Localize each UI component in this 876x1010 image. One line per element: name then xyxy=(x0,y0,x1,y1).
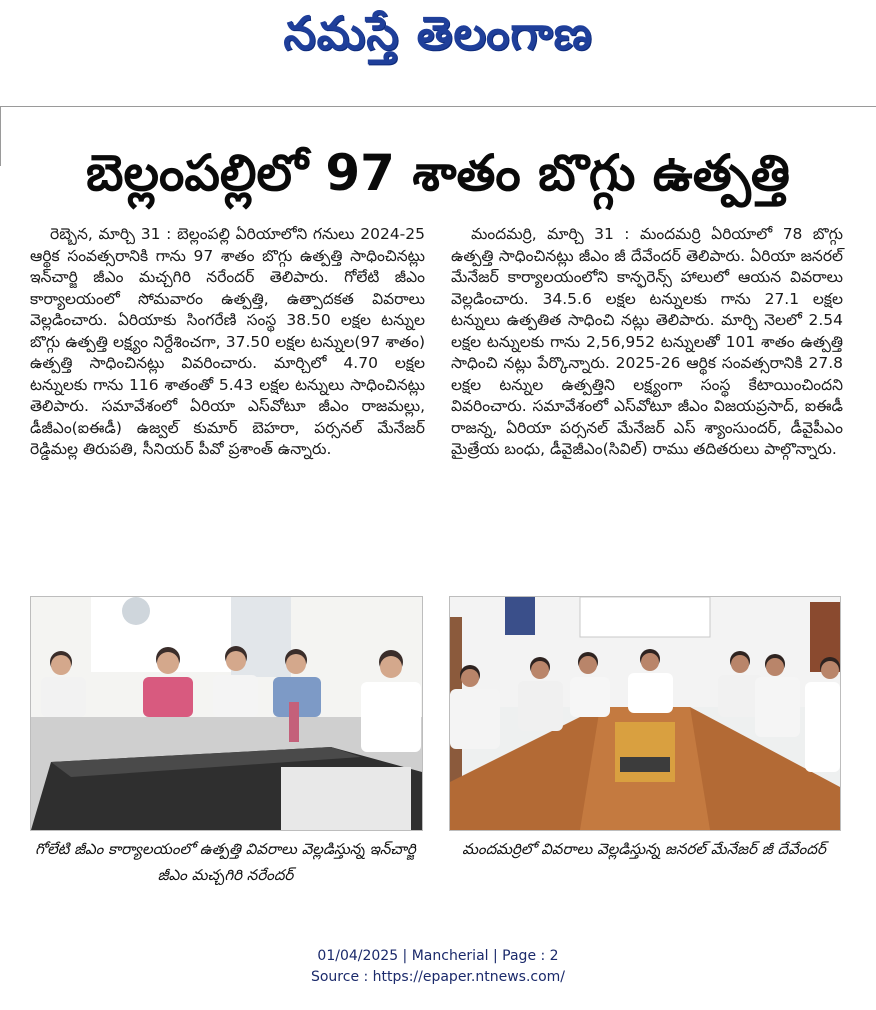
source-link[interactable]: Source : https://epaper.ntnews.com/ xyxy=(310,969,566,985)
article-text-right: మందమర్రి, మార్చి 31 : మందమర్రి ఏరియాలో 78 బొగ్గు ఉత్పత్తి సాధించినట్లు జీఎం జీ దేవేందర్ తెలిపారు. ఏరియా జనరల్ మేనేజర్ కార్యాలయంలోని కాన్ఫరెన్స్ హాలులో ఆయన వివరాలు వెల్లడించారు. 34.5.6 లక్షల టన్నులకు గాను 27.1 లక్షల టన్నులు ఉత్పతిత సాధించి నట్లు తెలిపారు. మార్చి నెలలో 2.54 లక్షల టన్నులకు గాను 2,56,952 టన్నులతో 101 శాతం ఉత్పత్తి సాధించి నట్లు పేర్కొన్నారు. 2025-26 ఆర్థిక సంవత్సరానికి 27.8 లక్షల టన్నుల ఉత్పత్తిని లక్ష్యంగా సంస్థ కేటాయించిందని వివరించారు. సమావేశంలో ఎస్‌వోటూ జీఎం విజయప్రసాద్, ఐఈడీ రాజన్న, ఏరియా పర్సనల్ మేనేజర్ ఎస్ శ్యాంసుందర్, డీవైపీఎం మైత్రేయ బంధు, డీవైజీఎం(సివిల్) రాము తదితరులు పాల్గొన్నారు. xyxy=(451,225,843,458)
meeting-photo-golleti xyxy=(30,596,423,831)
article-headline: బెల్లంపల్లిలో 97 శాతం బొగ్గు ఉత్పత్తి xyxy=(86,144,790,202)
left-divider xyxy=(0,106,1,166)
masthead-logo: నమస్తే తెలంగాణ xyxy=(283,6,593,60)
page-footer xyxy=(0,946,876,988)
meeting-photo-mandamarri xyxy=(449,596,841,831)
masthead xyxy=(0,0,876,80)
photo-caption-right: మందమర్రిలో వివరాలు వెల్లడిస్తున్న జనరల్ మేనేజర్ జీ దేవేందర్ xyxy=(462,840,826,858)
article-text-left: రెబ్బెన, మార్చి 31 : బెల్లంపల్లి ఏరియాలోని గనులు 2024-25 ఆర్థిక సంవత్సరానికి గాను 97 శాతం బొగ్గు ఉత్పత్తి సాధించినట్లు ఇన్‌చార్జి జీఎం మచ్చగిరి నరేందర్ తెలిపారు. గోలేటి జీఎం కార్యాలయంలో సోమవారం ఉత్పత్తి, ఉత్పాదకత వివరాలు వెల్లడించారు. ఏరియాకు సింగరేణి సంస్థ 38.50 లక్షల టన్నుల బొగ్గు ఉత్పత్తి లక్ష్యం నిర్దేశించగా, 37.50 లక్షల టన్నుల(97 శాతం) ఉత్పత్తి సాధించినట్లు వివరించారు. మార్చిలో 4.70 లక్షల టన్నులకు గాను 116 శాతంతో 5.43 లక్షల టన్నులు సాధించినట్లు తెలిపారు. సమావేశంలో ఏరియా ఎస్‌వోటూ జీఎం రాజమల్లు, డీజీఎం(ఐఈడీ) ఉజ్వల్ కుమార్ బెహరా, పర్సనల్ మేనేజర్ రెడ్డిమల్ల తిరుపతి, సీనియర్ పీవో ప్రశాంత్ ఉన్నారు. xyxy=(30,225,425,458)
header-divider xyxy=(0,106,876,107)
edition-info: 01/04/2025 | Mancherial | Page : 2 xyxy=(317,948,559,964)
photo-caption-left: గోలేటి జీఎం కార్యాలయంలో ఉత్పత్తి వివరాలు వెల్లడిస్తున్న ఇన్‌చార్జి జీఎం మచ్చగిరి నరేందర్ xyxy=(35,840,416,884)
